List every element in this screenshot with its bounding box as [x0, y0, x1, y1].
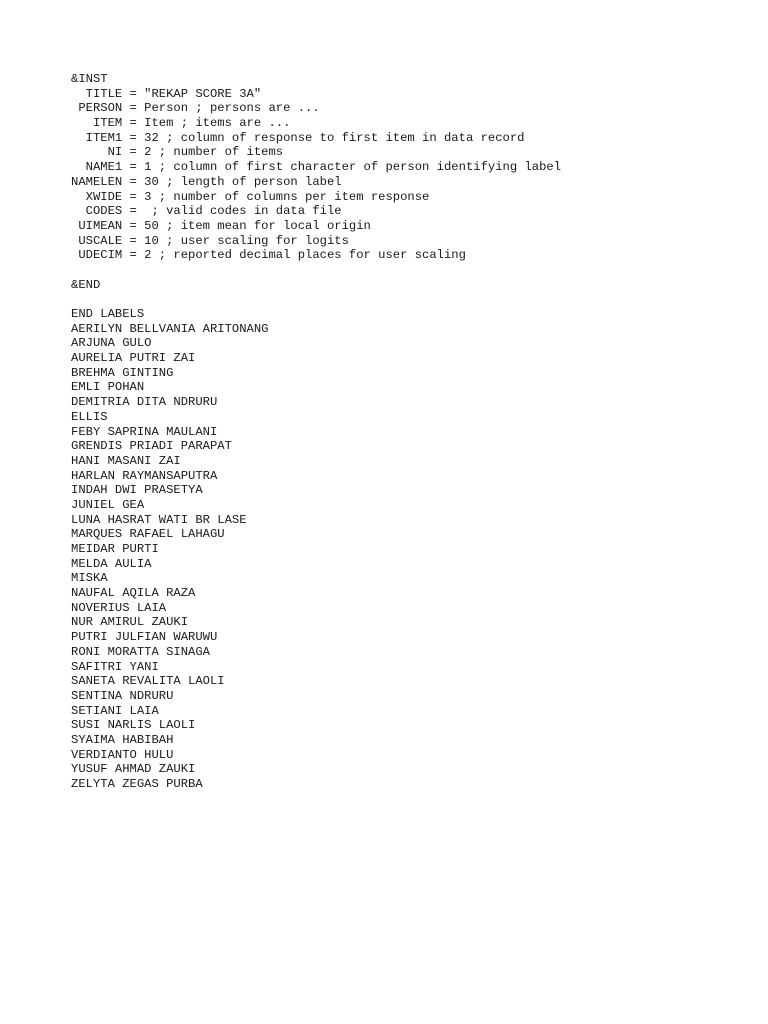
text-line: SYAIMA HABIBAH: [71, 732, 174, 747]
text-line: PERSON = Person ; persons are ...: [71, 101, 320, 116]
text-line: SETIANI LAIA: [71, 703, 159, 718]
text-line: HANI MASANI ZAI: [71, 453, 181, 468]
text-line: MELDA AULIA: [71, 556, 152, 571]
text-line: DEMITRIA DITA NDRURU: [71, 395, 218, 410]
text-line: SAFITRI YANI: [71, 659, 159, 674]
blank-line: [71, 292, 561, 307]
text-line: MISKA: [71, 571, 108, 586]
text-line: NI = 2 ; number of items: [71, 145, 284, 160]
text-line: NOVERIUS LAIA: [71, 600, 167, 615]
text-line: GRENDIS PRIADI PARAPAT: [71, 439, 232, 454]
text-line: NAMELEN = 30 ; length of person label: [71, 174, 342, 189]
text-line: NAUFAL AQILA RAZA: [71, 586, 196, 601]
text-line: CODES = ; valid codes in data file: [71, 204, 342, 219]
text-line: VERDIANTO HULU: [71, 747, 174, 762]
text-line: &END: [71, 277, 101, 292]
text-line: ZELYTA ZEGAS PURBA: [71, 777, 203, 791]
text-line: EMLI POHAN: [71, 380, 145, 395]
text-line: BREHMA GINTING: [71, 365, 174, 380]
text-line: SANETA REVALITA LAOLI: [71, 674, 225, 689]
text-line: SUSI NARLIS LAOLI: [71, 718, 196, 733]
text-line: &INST: [71, 72, 108, 86]
text-line: RONI MORATTA SINAGA: [71, 644, 210, 659]
text-line: ITEM = Item ; items are ...: [71, 116, 291, 131]
text-line: FEBY SAPRINA MAULANI: [71, 424, 218, 439]
text-line: UIMEAN = 50 ; item mean for local origin: [71, 218, 371, 233]
text-line: YUSUF AHMAD ZAUKI: [71, 762, 196, 777]
text-line: AERILYN BELLVANIA ARITONANG: [71, 321, 269, 336]
text-line: NAME1 = 1 ; column of first character of person identifying label: [71, 160, 562, 175]
text-line: USCALE = 10 ; user scaling for logits: [71, 233, 349, 248]
text-line: ARJUNA GULO: [71, 336, 152, 351]
text-line: NUR AMIRUL ZAUKI: [71, 615, 189, 630]
text-line: TITLE = "REKAP SCORE 3A": [71, 86, 262, 101]
text-line: LUNA HASRAT WATI BR LASE: [71, 512, 247, 527]
text-line: XWIDE = 3 ; number of columns per item response: [71, 189, 430, 204]
text-line: HARLAN RAYMANSAPUTRA: [71, 468, 218, 483]
text-line: UDECIM = 2 ; reported decimal places for user scaling: [71, 248, 466, 263]
text-line: MARQUES RAFAEL LAHAGU: [71, 527, 225, 542]
text-line: AURELIA PUTRI ZAI: [71, 351, 196, 366]
text-line: SENTINA NDRURU: [71, 688, 174, 703]
text-line: MEIDAR PURTI: [71, 542, 159, 556]
text-line: JUNIEL GEA: [71, 497, 145, 512]
control-file-text: [71, 72, 561, 792]
text-line: INDAH DWI PRASETYA: [71, 483, 203, 498]
text-line: PUTRI JULFIAN WARUWU: [71, 630, 218, 645]
blank-line: [71, 263, 561, 278]
text-line: ELLIS: [71, 409, 108, 424]
text-line: END LABELS: [71, 307, 145, 321]
text-line: ITEM1 = 32 ; column of response to first item in data record: [71, 130, 525, 145]
